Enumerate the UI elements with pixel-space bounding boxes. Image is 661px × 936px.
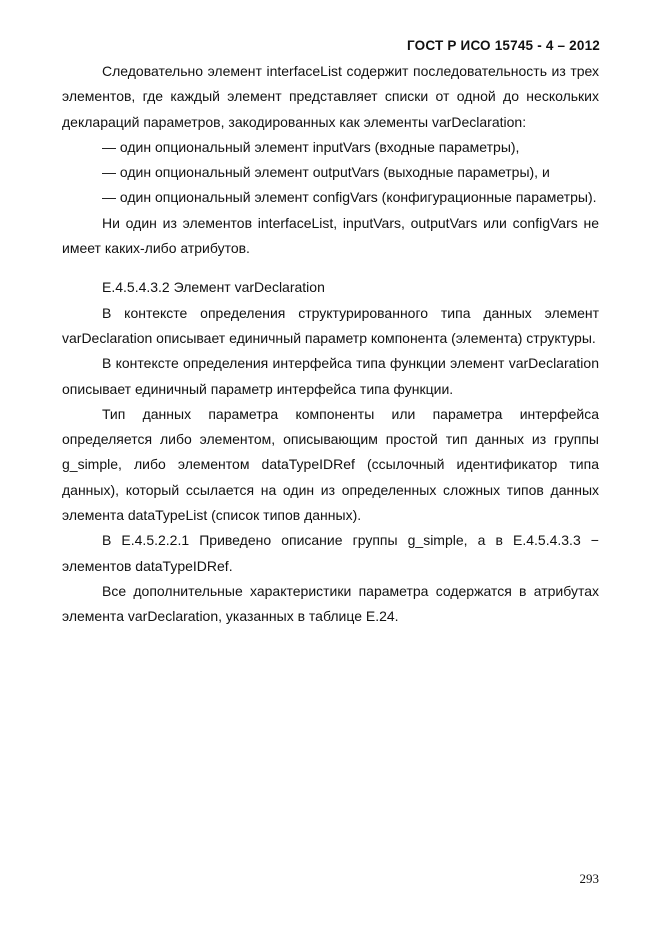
section-heading: Е.4.5.4.3.2 Элемент varDeclaration: [102, 279, 325, 296]
document-header: ГОСТ Р ИСО 15745 - 4 – 2012: [407, 38, 600, 53]
paragraph-data-type: Тип данных параметра компоненты или параметра интерфейса определяется либо элементом, описывающим простой тип данных из группы g_simple, либо элементом dataTypeIDRef (ссылочный идентификатор типа данных), который ссылается на один из определенных сложных типов данных элемента dataTypeList (список типов данных).: [62, 405, 599, 524]
section-spacer: [62, 261, 599, 275]
list-item-output-vars: — один опциональный элемент outputVars (выходные параметры), и: [102, 164, 550, 181]
list-item-input-vars: — один опциональный элемент inputVars (входные параметры),: [102, 138, 520, 155]
paragraph-no-attributes: Ни один из элементов interfaceList, inputVars, outputVars или configVars не имеет каких-либо атрибутов.: [62, 214, 599, 257]
paragraph-interface-list: Следовательно элемент interfaceList содержит последовательность из трех элементов, где каждый элемент представляет списки от одной до нескольких деклараций параметров, закодированных как элементы varDeclaration:: [62, 63, 599, 130]
document-body: [62, 59, 599, 630]
page-number: 293: [579, 871, 599, 886]
paragraph-references: В Е.4.5.2.2.1 Приведено описание группы g_simple, а в Е.4.5.4.3.3 − элементов dataTypeIDRef.: [62, 532, 599, 574]
list-item-config-vars: — один опциональный элемент configVars (конфигурационные параметры).: [102, 189, 597, 206]
paragraph-function-context: В контексте определения интерфейса типа функции элемент varDeclaration описывает единичный параметр интерфейса типа функции.: [62, 355, 599, 397]
paragraph-attributes: Все дополнительные характеристики параметра содержатся в атрибутах элемента varDeclaration, указанных в таблице Е.24.: [62, 582, 599, 625]
paragraph-struct-context: В контексте определения структурированного типа данных элемент varDeclaration описывает единичный параметр компонента (элемента) структуры.: [62, 304, 599, 346]
